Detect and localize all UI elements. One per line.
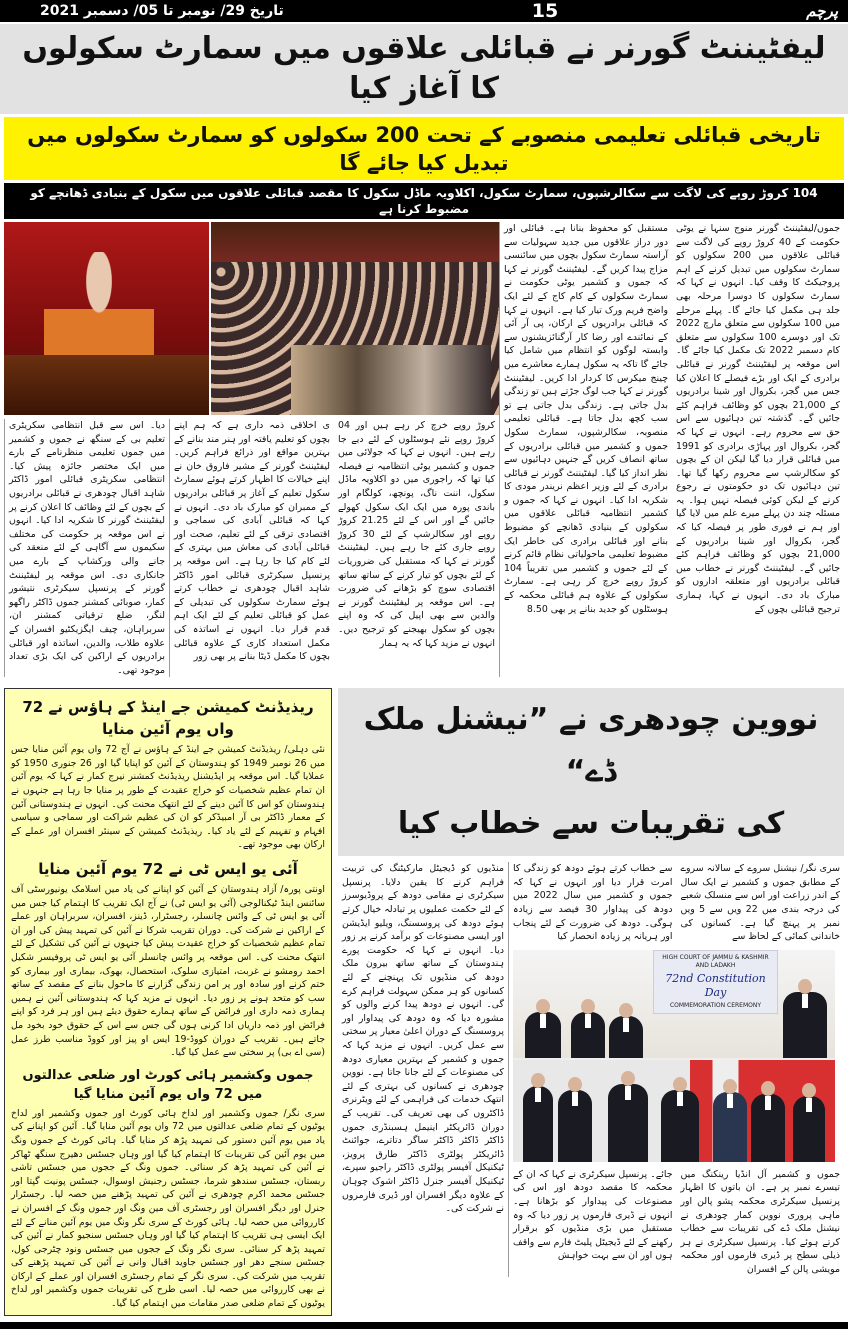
lead-text-columns [499, 222, 844, 677]
second-column-1: سری نگر/ نیشنل سروے کے سالانہ سروے کے مطابق جموں و کشمیر نے ایک سال کے اندر زراعت اور اس سے منسلک شعبے کی درجہ بندی میں 22 ویں سے 5 ویں نمبر پر پہنچ گیا ہے۔ کسانوں کی خاندانی کمائی کے لحاظ سے [680, 863, 841, 943]
banner-sub: COMMEMORATION CEREMONY [669, 1001, 762, 1009]
photo-banner [653, 950, 778, 1014]
second-headline-line-2: کی تقریبات سے خطاب کیا [397, 806, 785, 842]
audience-photo [211, 222, 499, 415]
newspaper-logo: پرچم [806, 2, 838, 20]
box-headline-iust: آئی یو ایس ٹی نے 72 یوم آئین منایا [38, 860, 298, 879]
banner-main: 72nd Constitution Day [665, 971, 766, 999]
high-court-constitution-day-photo [513, 950, 835, 1162]
second-headline-line-1: نووین چودھری نے ”نیشنل ملک ڈے“ [363, 702, 819, 790]
lead-headline: لیفٹیننٹ گورنر نے قبائلی علاقوں میں سمارٹ سکولوں کا آغاز کیا [0, 24, 848, 114]
second-column-5: جائے۔ پرنسپل سیکرٹری نے کہا کہ ان کے محکمہ کا مقصد دودھ اور اس کی مصنوعات کی پیداوار کو بڑھانا ہے۔ انہوں نے ڈیری فارموں پر زور دیا کہ وہ مستقبل میں بڑی منڈیوں کو برقرار رکھنے کے لئے ڈیجیٹل پلیٹ فارم سے واقف ہوں اور ان سے بہت خواہش [513, 1168, 673, 1262]
page-number: 15 [531, 0, 559, 22]
lead-story-body [0, 219, 848, 677]
box-body-high-court: سری نگر/ جموں وکشمیر اور لداخ ہائی کورٹ اور جموں وکشمیر اور لداخ یوٹیوں کے تمام ضلعی عدالتوں میں 72 واں یوم آئین منایا گیا۔ آئین کو اپنانے کی یاد میں یوم آئین دستور کی تمہید پڑھ کر منایا گیا۔ ہائی کورٹ کے جموں ونگ میں یوم آئین کی تقریبات کا اہتمام کیا گیا اور وہاں جسٹس دھیرج سنگھ ٹھاکر نے آئین کی تمہید پڑھ کر سنائی۔ جموں ونگ کے ججوں میں جسٹس تاشی ربستان، جسٹس سندھو شرما، جسٹس رجنیش اوسوال، جسٹس پونیت گپتا اور جسٹس محمد اکرم چودھری نے آئین کی تمہید پڑھنے میں حصہ لیا۔ رجسٹرار جنرل اور دیگر افسران اور رجسٹری آف مین ونگ اور جموں ونگ کے افسران نے کارروائی میں حصہ لیا۔ ہائی کورٹ کے سری نگر ونگ میں یوم آئین منانے کے لئے ایک ایسی ہی تقریب کا اہتمام کیا گیا اور وہاں جسٹس سنجیو کمار نے آئین کی تمہید پڑھ کر سنائی۔ سری نگر ونگ کے ججوں میں جسٹس ونود چٹرجی کول، جسٹس سنجے دھر اور جسٹس جاوید اقبال وانی نے آئین کی تمہید پڑھنے کی تقریب میں شرکت کی۔ سری نگر کے تمام رجسٹری افسران اور عملے کے ارکان نے بھی کارروائی میں حصہ لیا۔ اسی طرح کی تقریبات جموں وکشمیر اور لداخ یوٹیوں کے تمام ضلعی صدر مقامات میں اہتمام کیا گیا۔ [11, 1107, 325, 1310]
lead-column-2: مستقبل کو محفوظ بنانا ہے۔ قبائلی اور دور دراز علاقوں میں جدید سہولیات سے آراستہ سمارٹ سکول بچوں میں سائنسی مزاج پیدا کریں گے۔ لیفٹیننٹ گورنر نے کہا کہ جموں و کشمیر یوٹی حکومت نے سمارٹ سکولوں کے کام کاج کے لئے ایک واضح فریم ورک تیار کیا ہے۔ انہوں نے کہا کہ قبائلی برادریوں کے ارکان، پی آر آئی کے نمائندے اور رضا کار آرگنائزیشنوں سے وابستہ لوگوں کو انتظام میں شامل کیا جائے گا تاکہ یہ سکول ہمارے معاشرے میں چینج میکرس کا کردار ادا کریں۔ لیفٹیننٹ گورنر نے کہا جب لوگ جڑتے ہیں تو زندگی بدل جاتی ہے۔ زندگی بدل جاتی ہے تو سب کچھ بدل جاتا ہے۔ قبائلی تعلیمی منصوبہ، سکالرشپوں، سمارٹ سکول جموں و کشمیر میں قبائلی برادریوں کے ساتھ انصاف کریں گے جنہیں دہائیوں سے نظر انداز کیا گیا۔ لیفٹیننٹ گورنر نے قبائلی برادری کے لئے وزیر اعظم نریندر مودی کا شکریہ ادا کیا۔ انہوں نے کہا کہ جموں و کشمیر انتظامیہ قبائلی علاقوں میں سکولوں کے بنیادی ڈھانچے کو مضبوط بنانے اور قبائلی برادری کی خاطر ایک مضبوط تعلیمی ماحولیاتی نظام قائم کرنے کے لئے جموں و کشمیر میں تقریباً 104 کروڑ روپے خرچ کر رہی ہے۔ سمارٹ سکولوں کے علاوہ ہم قبائلی محکمہ کے ہوسٹلوں کو جدید بنانے پر بھی 8.50 [499, 222, 672, 677]
second-column-3: منڈیوں کو ڈیجیٹل مارکیٹنگ کی تربیت فراہم کرنے کا یقین دلایا۔ پرنسپل سیکرٹری نے مقامی دودھ کے پروڈیوسرز کے لئے حکمت عملیوں پر تبادلہ خیال کرتے ہوئے دودھ کی پروسسنگ، ویلیو ایڈیشن اور ایسی مصنوعات کو برآمد کرنے پر زور دیا۔ انہوں نے کہا کہ حکومت پورے ہندوستان کے ساتھ ساتھ بیرون ملک دودھ کی منڈیوں تک پہنچنے کے لئے کسانوں کو ہر ممکن سہولت فراہم کرے گی۔ انہوں نے دودھ پیدا کرنے والوں کو مشورہ دیا کہ وہ دودھ کی پیداوار اور پروسسنگ کے دوران اعلیٰ معیار پر سختی سے عمل کریں۔ انہوں نے مزید کہا کہ جموں و کشمیر کے بہترین معیاری دودھ کی مصنوعات کے لئے جانا جاتا ہے۔ نووین چودھری نے کسانوں کی بہتری کے لئے انتھک خدمات کی فراہمی کے لئے ویٹرنری ڈاکٹروں کی بھی تعریف کی۔ تقریب کے دوران ڈائریکٹر اینیمل ہسبنڈری جموں ڈاکٹر ڈاکٹر ڈاکٹر ساگر دتاترے، جوائنٹ ڈائریکٹر پولٹری ڈاکٹر طارق پرویز، ٹیکنیکل آفیسر پولٹری ڈاکٹر راجیو سپرے، ٹیکنیکل آفیسر جنرل ڈاکٹر اشوک چوہان کے علاوہ دیگر افسران اور ڈیری فارمروں نے شرکت کی۔ [342, 863, 504, 1215]
lieutenant-governor-speech-photo [4, 222, 209, 415]
lower-section [0, 685, 848, 1315]
lead-photos-and-columns [4, 222, 499, 677]
box-body-resident-commission: نئی دہلی/ ریذیڈنٹ کمیشن جے اینڈ کے ہاؤس نے آج 72 واں یوم آئین منایا جس میں 26 نومبر 1949 کو ہندوستان کے آئین کو اپنایا گیا اور 26 جنوری 1950 کو عملایا گیا۔ اس موقعہ پر ایڈیشنل ریذیڈنٹ کمشنر نیرج کمار نے کہا کہ یوم آئین ان تمام عظیم شخصیات کو خراج عقیدت کے طور پر منایا جا رہا ہے جنہوں نے ہندوستان کو اس کا آئین دینے کے لئے انتھک محنت کی۔ انہوں نے ہندوستانی آئین کے معمار ڈاکٹر بی آر امبیڈکر کو ان کی عظیم شراکت اور سماجی و سیاسی افہام و تفہیم کے لئے یاد کیا۔ ریذیڈنٹ کمیشن کے سینئر افسران اور عملے کے ارکان بھی موجود تھے۔ [11, 744, 326, 851]
box-headline-resident-commission: ریذیڈنٹ کمیشن جے اینڈ کے ہاؤس نے 72 واں یوم آئین منایا [22, 698, 314, 739]
box-headline-high-court: جموں وکشمیر ہائی کورٹ اور ضلعی عدالتوں میں 72 واں یوم آئین منایا گیا [22, 1067, 314, 1102]
second-story-headline [338, 688, 844, 856]
second-column-4: جموں و کشمیر آل انڈیا رینکنگ میں تیسرے نمبر پر ہے۔ ان باتوں کا اظہار پرنسپل سیکرٹری محکمہ پشو پالن اور ماہی پروری نووین کمار چودھری نے نیشنل ملک ڈے کی تقریبات سے خطاب کرتے ہوئے کیا۔ پرنسپل سیکرٹری نے ہر ذیلی سطح پر ڈیری فارموں اور محکمہ مویشی پالن کے افسران [680, 1168, 840, 1275]
lead-subheadline: تاریخی قبائلی تعلیمی منصوبے کے تحت 200 سکولوں کو سمارٹ سکولوں میں تبدیل کیا جائے گا [4, 117, 844, 180]
box-body-iust: اونتی پورہ/ آزاد ہندوستان کے آئین کو اپنانے کی یاد میں اسلامک یونیورسٹی آف سائنس اینڈ ٹیکنالوجی (آئی یو ایس ٹی) نے آج ایک تقریب کا اہتمام کیا جس میں آئی یو ایس ٹی کے وائس چانسلر، رجسٹرار، ڈینز، افسران، سربراہان اور عملے کے اراکین نے شرکت کی۔ دوران تقریب شرکا نے آئین کی تمہید پیش کی اور ان تمام عظیم شخصیات کو خراج عقیدت پیش کیا جنہوں نے آئین کی تشکیل کے لئے انتھک محنت کی۔ اس موقعہ پر وائس چانسلر آئی یو ایس ٹی پروفیسر شکیل احمد رومشو نے غربت، امتیازی سلوک، استحصال، بھوک، بیماری اور بیماری کو ختم کرنے اور سادہ اور پر امن زندگی گزارنے کا ماحول بنانے کے مقصد کے ساتھ سب کو متحد ہونے پر زور دیا۔ انہوں نے مزید کہا کہ ہندوستانی آئین نے ہمیں ہماری ذمہ داری اور فرائض کے ساتھ ہمارے حقوق دیئے ہیں اور ہر فرد کو اپنے فرائض اور ذمہ داریاں ادا کرنی ہوں گی جس سے اس کے حقوق خود بخود مل جاتے ہیں۔ تقریب کے دوران کووڈ-19 ایس او پیز اور کووڈ مناسب طرز عمل (سی اے بی) پر سختی سے عمل کیا گیا۔ [11, 884, 325, 1059]
constitution-day-box [4, 688, 332, 1315]
banner-title: HIGH COURT OF JAMMU & KASHMIR AND LADAKH [662, 953, 769, 969]
lead-strap: 104 کروڑ روپے کی لاگت سے سکالرشپوں، سمارٹ سکول، اکلاویہ ماڈل سکول کا مقصد قبائلی علاقوں میں سکول کے بنیادی ڈھانچے کو مضبوط کرنا ہے [4, 183, 844, 219]
issue-date: تاریخ 29/ نومبر تا 05/ دسمبر 2021 [40, 3, 284, 19]
lead-column-4: ی اخلاقی ذمہ داری ہے کہ ہم اپنے بچوں کو تعلیم یافتہ اور ہنر مند بنانے کے بہترین مواقع اور ذرائع فراہم کریں۔ لیفٹیننٹ گورنر کے مشیر فاروق خان نے اپنے خیالات کا اظہار کرتے ہوئے سمارٹ سکول تعلیم کے آغاز پر قبائلی برادریوں کے ممبران کو مبارک باد دی۔ انہوں نے کہا کہ قبائلی آبادی کی سماجی و اقتصادی ترقی کے لئے تعلیم، صحت اور قبائلی آبادی کی معاش میں بہتری کے لئے کام کیا جا رہا ہے۔ اس موقعہ پر پرنسپل سیکرٹری قبائلی امور ڈاکٹر شاہد اقبال چودھری نے خطاب کرتے ہوئے سمارٹ سکولوں کی تبدیلی کے عمل کو قبائلی تعلیم کے لئے ایک اہم قدم قرار دیا۔ انہوں نے اساتذہ کی مکمل استعداد کاری کے علاوہ قبائلی بچوں کا مکمل ڈیٹا بنانے پر بھی زور [169, 419, 334, 677]
lead-column-1: جموں/لیفٹیننٹ گورنر منوج سنہا نے یوٹی حکومت کے 40 کروڑ روپے کی لاگت سے قبائلی علاقوں میں 200 سکولوں کو سمارٹ سکولوں میں تبدیل کرنے کے اہم پروجیکٹ کا وقف کیا۔ انہوں نے کہا کہ سمارٹ سکولوں کا دوسرا مرحلہ بھی جلد ہی مکمل کیا جائے گا۔ پہلے مرحلے میں 100 سکولوں سے متعلق مارچ 2022 تک اور دوسرے 100 سکولوں سے متعلق کام دسمبر 2022 تک مکمل کیا جائے گا۔ اس موقعہ پر لیفٹیننٹ گورنر نے قبائلی برادری کے ایک اور بڑے فیصلے کا اعلان کیا جس میں گجر، بکروال اور شینا برادریوں کے 21,000 بچوں کو وظائف فراہم کئے جائیں گے۔ گذشتہ تین دہائیوں سے اس حق سے محروم رہے۔ انہوں نے کہا کہ گجر، بکروال اور پہاڑی برادری کو 1991 میں قبائلی قرار دیا گیا لیکن ان کے بچوں کو سکالرشپ سے محروم رکھا گیا تھا۔ تین دہائیوں تک دو حکومتوں نے رجوع کرنے کے لیکن کوئی فیصلہ نہیں ہوا۔ یہ مسئلہ چند دن پہلے میرے علم میں لایا گیا اور ہم نے فوری طور پر فیصلہ کیا کہ گجر، بکروال اور شینا برادریوں کے 21,000 بچوں کو وظائف فراہم کئے جائیں گے۔ لیفٹیننٹ گورنر نے خطاب میں قبائلی برادریوں اور متعلقہ اداروں کو مبارک باد دی۔ انہوں نے کہا، ہماری ترجیح قبائلی بچوں کے [676, 223, 841, 615]
lead-column-5: دیا۔ اس سے قبل انتظامی سکریٹری تعلیم بی کے سنگھ نے جموں و کشمیر میں جموں تعلیمی منظرنامے کے بارے میں ایک مختصر جائزہ پیش کیا۔ انتظامی سکریٹری قبائلی امور ڈاکٹر شاہد اقبال چودھری نے قبائلی برادریوں کے بچوں کے لئے وظائف کا اعلان کرنے پر لیفٹیننٹ گورنر کا شکریہ ادا کیا۔ انہوں نے اس موقعہ پر حکومت کی مختلف سکیموں سے آگاہی کے لئے منعقد کی جانے والی ورکشاپ کے بارے میں جانکاری دی۔ اس موقعہ پر لیفٹیننٹ گورنر کے پرنسپل سیکرٹری نتیشور کمار، صوبائی کمشنر جموں ڈاکٹر راگھو لنگر، ضلع ترقیاتی کمشنر ان، سربراہان، چیف ایگزیکٹیو افسران کے علاوہ طلاب، والدین، اساتذہ اور قبائلی برادریوں کے اراکین کی ایک بڑی تعداد موجود تھی۔ [4, 419, 169, 677]
lead-column-3: کروڑ روپے خرچ کر رہے ہیں اور 04 کروڑ روپے نئے ہوسٹلوں کے لئے دیے جا رہے ہیں۔ انہوں نے کہا کہ جولائی میں جموں و کشمیر یوٹی انتظامیہ نے فیصلہ کیا تھا کہ راجوری میں دو اکلاویہ ماڈل سکول، اننت ناگ، پونچھ، کولگام اور باندی پورہ میں ایک ایک سکول کھولے جائیں گے اور اس کے لئے 21.25 کروڑ روپے اور سکالرشپ کے لئے 30 کروڑ روپے جاری کئے جا رہے ہیں۔ لیفٹیننٹ گورنر نے کہا کہ مستقبل کی ضروریات کے لئے بچوں کو تیار کرنے کے ساتھ ساتھ اقتصادی سوچ کو بڑھانے کی ضرورت ہے۔ اس موقعہ پر لیفٹیننٹ گورنر نے والدین سے بھی اپیل کی کہ وہ اپنے بچوں کو سکول بھیجنے کو ترجیح دیں۔ انہوں نے مزید کہا کہ یہ ہمار [338, 420, 495, 649]
second-story [338, 688, 844, 1276]
second-column-2: سے خطاب کرتے ہوئے دودھ کو زندگی کا امرت قرار دیا اور انہوں نے کہا کہ جموں و کشمیر میں سال 2022 میں دودھ کی پیداوار 30 فیصد سے زیادہ ہوگی۔ دودھ کی ضرورت کے لئے پنجاب اور ہریانہ پر زیادہ انحصار کیا [513, 863, 673, 943]
footer-bar [0, 1322, 848, 1329]
masthead-bar [0, 0, 848, 22]
